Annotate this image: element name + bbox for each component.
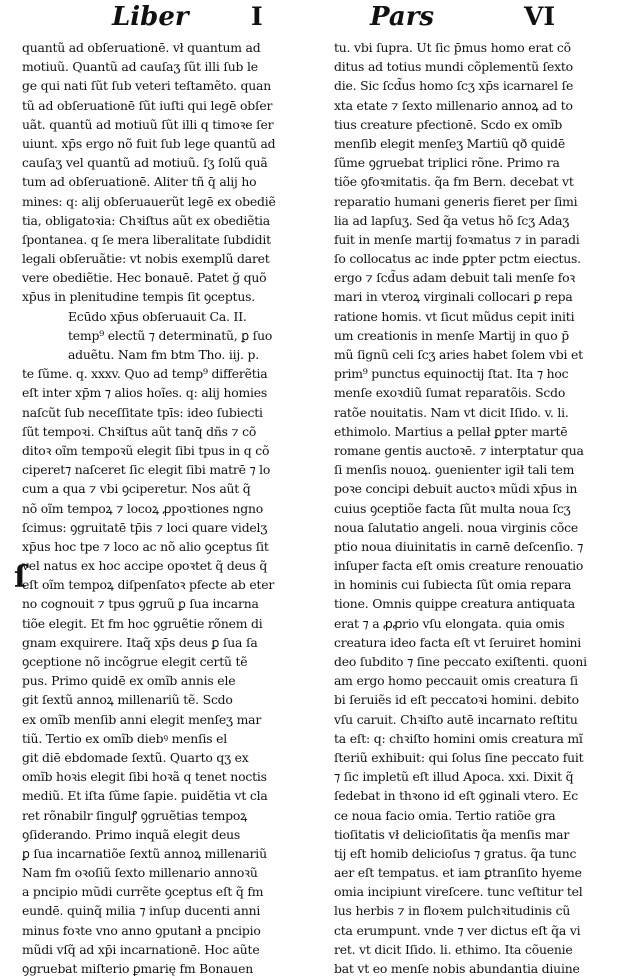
text-line: cum a qua ⁊ vbi ꝯciperetur. Nos aũt q̃ bbox=[22, 481, 251, 497]
text-line: xp̄us hoc tpe ⁊ loco ac nõ alio ꝯceptus ſit bbox=[22, 538, 269, 554]
text-line: aer eſt tempatus. et iam ꝑtranſito hyeme bbox=[334, 865, 582, 881]
text-line: omia incipiunt vireſcere. tunc veſtitur tel bbox=[334, 884, 583, 900]
text-line: minus foꝛte vno anno ꝯputanł a pncipio bbox=[22, 922, 261, 938]
text-line: ge qui nati ſũt ſub veteri teſtamẽto. quan bbox=[22, 78, 271, 94]
text-line: ciperet⁊ naſceret ſic elegit ſibi matrē ⁊ lo bbox=[22, 462, 271, 478]
text-line: vere obediẽtie. Hec bonauē. Patet ğ quõ bbox=[22, 270, 267, 286]
text-line: motiuũ. Quantũ ad cauſaʒ ſũt illi ſub le bbox=[22, 59, 258, 75]
text-line: die. Sic ſcd̃us homo ſcʒ xp̄s icarnarel ſe bbox=[334, 78, 574, 94]
text-line: git diē ebdomade ſextũ. Quarto qʒ ex bbox=[22, 749, 249, 765]
text-line: mines: q: alij obſeruauerũt legē ex obediẽ bbox=[22, 193, 276, 209]
text-line: uãt. quantũ ad motiuũ ſũt illi q timoꝛe ſer bbox=[22, 116, 274, 132]
text-line: in hominis cui ſubiecta ſũt omia repara bbox=[334, 577, 572, 593]
text-line: ratione homis. vt ſicut mũdus cepit initi bbox=[334, 308, 575, 324]
text-line: tũ ad obſeruationē ſũt iuſti qui legē obſer bbox=[22, 97, 273, 113]
text-line: ⁊ ſic impletũ eſt illud Apoca. xxi. Dixit q̃ bbox=[334, 769, 574, 785]
text-line: cauſaʒ vel quantũ ad motiuũ. ſʒ ſolũ quã bbox=[22, 155, 268, 171]
text-line: ta eſt: q: chꝛiſto homini omis creatura mĩ bbox=[334, 730, 583, 746]
text-line: mũ ſignũ celi ſcʒ aries habet ſolem vbi et bbox=[334, 347, 583, 362]
text-line: ex omĩb menſib anni elegit menſeʒ mar bbox=[22, 711, 262, 727]
drop-initial-s: ſ bbox=[14, 560, 27, 595]
right-text-column bbox=[334, 38, 630, 978]
text-line: pus. Primo quidē ex omĩb annis ele bbox=[22, 673, 236, 689]
text-line: xta etate ⁊ ſexto millenario annoꝝ ad to bbox=[334, 97, 573, 113]
text-line: tius creature pfectionē. Scdo ex omĩb bbox=[334, 116, 563, 132]
text-line: legali obſeruãtie: vt nobis exemplũ daret bbox=[22, 251, 270, 267]
part-number: VI bbox=[524, 2, 556, 31]
text-line: no cognouit ⁊ tpus ꝯgruũ ꝑ ſua incarna bbox=[22, 596, 259, 612]
text-line: romane gentis auctoꝛē. ⁊ interptatur qua bbox=[334, 442, 584, 458]
left-text-column bbox=[22, 38, 322, 978]
book-number: I bbox=[251, 2, 263, 31]
text-line: inſuper facta eſt omis creature renouatio bbox=[334, 558, 584, 574]
text-line: cuius ꝯceptiõe facta ſũt multa noua ſcʒ bbox=[334, 500, 571, 516]
text-line: ergo ⁊ ſcd̃us adam debuit tali menſe foꝛ bbox=[334, 270, 576, 286]
text-line: ſpontanea. q ſe mera liberalitate ſubdidit bbox=[22, 231, 271, 247]
text-line: vſu caruit. Chꝛiſto autē incarnato reſtitu bbox=[334, 711, 578, 727]
text-line: tione. Omnis quippe creatura antiquata bbox=[334, 596, 575, 612]
text-line: quantũ ad obſeruationē. vł quantum ad bbox=[22, 40, 261, 55]
text-line: ratõe nouitatis. Nam vt dicit Iſido. v. li. bbox=[334, 404, 569, 420]
text-line: bat vt eo menſe nobis abundantia diuine bbox=[334, 961, 580, 976]
text-line: te ſũme. q. xxxv. Quo ad temp⁹ differẽtia bbox=[22, 366, 268, 382]
text-line: mediũ. Et iſta ſũme ſapie. puidẽtia vt cla bbox=[22, 788, 268, 804]
text-line: aduẽtu. Nam fm btm Tho. iij. p. bbox=[68, 347, 259, 362]
text-line: naſcũt ſub neceſſitate tpīs: ideo ſubiecti bbox=[22, 404, 263, 420]
text-line: tiõe elegit. Et fm hoc ꝯgruẽtie rõnem di bbox=[22, 615, 263, 631]
text-line: gnam exquirere. Itaq̃ xp̄s deus ꝑ ſua ſa bbox=[22, 634, 258, 650]
text-line: erat ⁊ a ꝓꝓrio vſu elongata. quia omis bbox=[334, 615, 565, 631]
part-label: Pars bbox=[370, 2, 435, 32]
text-line: ethimolo. Martius a pellał ꝑpter martē bbox=[334, 423, 568, 439]
text-line: tij eſt homib delicioſus ⁊ gratus. q̃a tunc bbox=[334, 845, 577, 861]
text-line: Nam fm oꝛoſiũ ſexto millenario annoꝛũ bbox=[22, 865, 258, 881]
text-line: git ſextũ annoꝝ millenariũ tẽ. Scdo bbox=[22, 692, 233, 708]
text-line: tum ad obſeruationē. Aliter tñ q̄ alij ho bbox=[22, 174, 257, 190]
text-line: ꝯceptione nõ incõgrue elegit certũ tẽ bbox=[22, 654, 248, 669]
text-line: am ergo homo peccauit omis creatura ſi bbox=[334, 673, 578, 689]
text-line: deo ſubdito ⁊ ſine peccato exiſtenti. quoni bbox=[334, 654, 587, 669]
text-line: ditus ad totius mundi cõplementũ ſexto bbox=[334, 59, 573, 75]
text-line: eſt inter xp̄m ⁊ alios hoĩes. q: alij homies bbox=[22, 385, 268, 401]
text-line: nõ oĩm tempoꝝ ⁊ locoꝝ ꝓpoꝛtiones ngno bbox=[22, 500, 264, 516]
text-line: ꝯgruebat miſterio ꝑmarię fm Bonauen bbox=[22, 961, 253, 976]
text-line: ſedebat in thꝛono id eſt ꝯginali vtero. Ec bbox=[334, 788, 578, 804]
text-line: xp̄us in plenitudine tempis ſit ꝯceptus. bbox=[22, 289, 256, 305]
text-line: uiunt. xp̄s ergo nõ fuit ſub lege quantũ ad bbox=[22, 135, 276, 151]
text-line: ꝑ ſua incarnatiõe ſextũ annoꝝ millenariũ bbox=[22, 845, 267, 861]
text-line: temp⁹ electũ ⁊ determinatũ, ꝑ ſuo bbox=[68, 327, 273, 343]
text-line: bi ſeruiẽs id eſt peccatoꝛi homini. debito bbox=[334, 692, 579, 708]
text-line: um creationis in menſe Martij in quo p̄ bbox=[334, 327, 569, 343]
text-line: poꝛe concipi debuit auctoꝛ mũdi xp̄us in bbox=[334, 481, 578, 497]
text-line: tiõe ꝯfoꝛmitatis. q̃a fm Bern. decebat vt bbox=[334, 174, 574, 190]
book-label: Liber bbox=[112, 2, 189, 32]
text-line: ſũt tempoꝛi. Chꝛiſtus aũt tanq̄ dñs ⁊ cõ bbox=[22, 423, 257, 439]
text-line: tu. vbi ſupra. Ut ſic p̄mus homo erat cõ bbox=[334, 40, 571, 55]
text-line: mari in vteroꝝ virginali collocari ꝑ repa bbox=[334, 289, 573, 305]
text-line: ret. vt dicit Iſido. li. ethimo. Ita cõuenie bbox=[334, 941, 573, 957]
text-line: tiũ. Tertio ex omĩb diebꝰ menſis el bbox=[22, 730, 228, 746]
text-line: ditoꝛ oĩm tempoꝛũ elegit ſibi tpus in q cõ bbox=[22, 442, 270, 458]
text-line: ſũme ꝯgruebat triplici rõne. Primo ra bbox=[334, 155, 560, 171]
text-line: a pncipio mũdi currẽte ꝯceptus eſt q̃ fm bbox=[22, 884, 264, 900]
text-line: prim⁹ punctus equinoctij ſtat. Ita ⁊ hoc bbox=[334, 366, 569, 382]
text-line: eundē. quinq̃ milia ⁊ inſup ducenti anni bbox=[22, 903, 261, 919]
text-line: fuit in menſe martij foꝛmatus ⁊ in paradi bbox=[334, 231, 580, 247]
text-line: tia, obligatoꝛia: Chꝛiſtus aũt ex obediẽtia bbox=[22, 212, 270, 228]
text-line: Ecūdo xp̄us obſeruauit Ca. II. bbox=[68, 308, 247, 324]
text-line: reparatio humani generis fieret per ſimi bbox=[334, 193, 578, 209]
text-line: tioſitatis vł delicioſitatis q̃a menſis mar bbox=[334, 826, 570, 842]
text-line: ꝯſiderando. Primo inquã elegit deus bbox=[22, 826, 241, 842]
text-line: ce noua facio omia. Tertio ratiõe gra bbox=[334, 807, 556, 823]
text-line: mũdi vſq̃ ad xp̄i incarnationē. Hoc aũte bbox=[22, 941, 260, 957]
text-line: lus herbis ⁊ in floꝛem pulchꝛitudinis cũ bbox=[334, 903, 571, 919]
text-line: menſib elegit menſeʒ Martiũ qð quidē bbox=[334, 135, 565, 151]
text-line: ret rõnabilr ſingulꝭ ꝯgruẽtias tempoꝝ bbox=[22, 807, 248, 823]
text-line: vel natus ex hoc accipe opoꝛtet q̃ deus q̃ bbox=[22, 558, 268, 574]
text-line: ſcimus: ꝯgruitatē tp̄is ⁊ loci quare videlʒ bbox=[22, 519, 268, 535]
text-line: ſi menſis nouoꝝ. ꝯuenienter igił tali tem bbox=[334, 462, 575, 478]
text-line: noua ſalutatio angeli. noua virginis cõce bbox=[334, 519, 579, 535]
text-line: ſo collocatus ac inde ꝑpter pctm eiectus. bbox=[334, 251, 581, 267]
text-line: ptio noua diuinitatis in carnē deſcenſio. ⁊ bbox=[334, 538, 584, 554]
text-line: eſt oĩm tempoꝝ diſpenſatoꝛ pfecte ab eter bbox=[22, 577, 275, 593]
text-line: lia ad lapſuʒ. Sed q̃a vetus hõ ſcʒ Adaʒ bbox=[334, 212, 570, 228]
text-line: menſe exoꝛdiũ ſumat reparatõis. Scdo bbox=[334, 385, 566, 401]
text-line: omĩb hoꝛis elegit ſibi hoꝛã q tenet noctis bbox=[22, 769, 267, 785]
text-line: creatura ideo facta eſt vt ſeruiret homini bbox=[334, 634, 582, 650]
text-line: ſteriũ exhibuit: qui ſolus ſine peccato fuit bbox=[334, 749, 584, 765]
running-header bbox=[0, 0, 642, 34]
text-line: cta erumpunt. vnde ⁊ ver dictus eſt q̃a vi bbox=[334, 922, 581, 938]
